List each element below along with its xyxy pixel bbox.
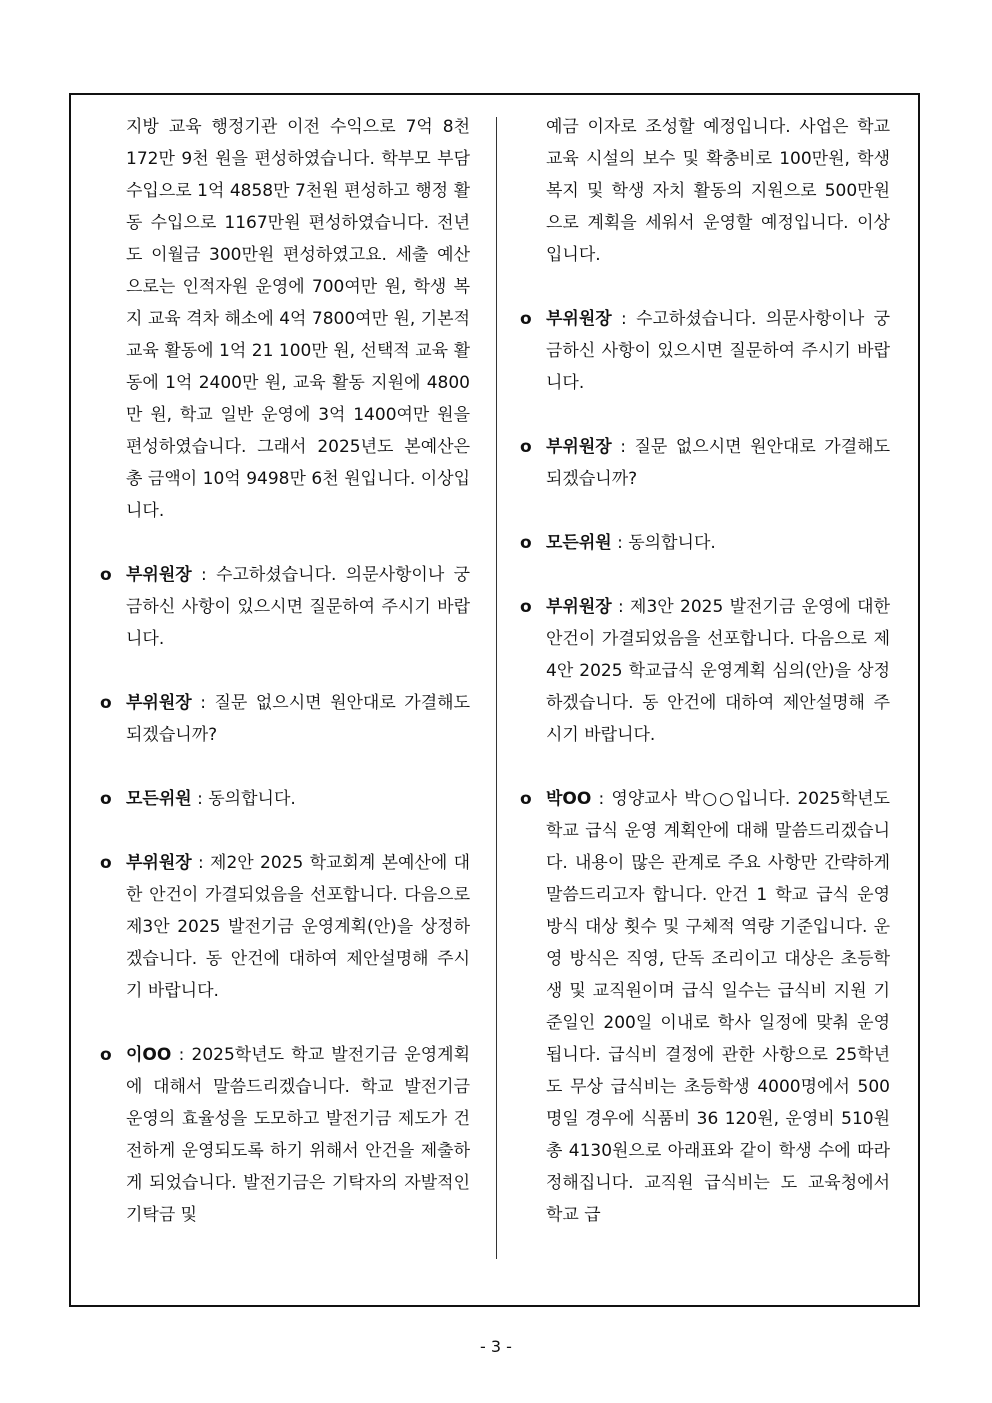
minutes-item: o 이OO : 2025학년도 학교 발전기금 운영계획에 대해서 말씀드리겠습니다. 학교 발전기금 운영의 효율성을 도모하고 발전기금 제도가 건전하게 운영되도록 하기 위해서 안건을 제출하게 되었습니다. 발전기금은 기탁자의 자발적인 기탁금 및 bbox=[100, 1039, 470, 1231]
column-divider bbox=[496, 117, 497, 1259]
speaker-name: 부위원장 bbox=[126, 693, 192, 713]
minutes-item: o 모든위원 : 동의합니다. bbox=[520, 527, 890, 559]
statement-text: 동의합니다. bbox=[628, 533, 716, 553]
speaker-name: 부위원장 bbox=[126, 853, 192, 873]
bullet-marker: o bbox=[520, 533, 532, 553]
page-number: - 3 - bbox=[480, 1337, 512, 1356]
minutes-item: o 부위원장 : 질문 없으시면 원안대로 가결해도 되겠습니까? bbox=[520, 431, 890, 495]
speaker-name: 부위원장 bbox=[546, 309, 612, 329]
speaker-name: 모든위원 bbox=[126, 789, 192, 809]
speaker-name: 이OO bbox=[126, 1045, 172, 1065]
bullet-marker: o bbox=[100, 789, 112, 809]
speaker-name: 부위원장 bbox=[546, 437, 612, 457]
statement-text: 동의합니다. bbox=[208, 789, 296, 809]
statement-text: 제2안 2025 학교회계 본예산에 대한 안건이 가결되었음을 선포합니다. 다음으로 제3안 2025 발전기금 운영계획(안)을 상정하겠습니다. 동 안건에 대하여 제안설명해 주시기 바랍니다. bbox=[126, 853, 470, 1001]
minutes-item: o 부위원장 : 제3안 2025 발전기금 운영에 대한 안건이 가결되었음을 선포합니다. 다음으로 제4안 2025 학교급식 운영계획 심의(안)을 상정하겠습니다. 동 안건에 대하여 제안설명해 주시기 바랍니다. bbox=[520, 591, 890, 751]
bullet-marker: o bbox=[520, 789, 532, 809]
statement-text: 2025학년도 학교 발전기금 운영계획에 대해서 말씀드리겠습니다. 학교 발전기금 운영의 효율성을 도모하고 발전기금 제도가 건전하게 운영되도록 하기 위해서 안건을 제출하게 되었습니다. 발전기금은 기탁자의 자발적인 기탁금 및 bbox=[126, 1045, 470, 1225]
right-column bbox=[520, 111, 890, 1231]
speaker-name: 모든위원 bbox=[546, 533, 612, 553]
minutes-item: o 부위원장 : 수고하셨습니다. 의문사항이나 궁금하신 사항이 있으시면 질문하여 주시기 바랍니다. bbox=[100, 559, 470, 655]
statement-text: 질문 없으시면 원안대로 가결해도 되겠습니까? bbox=[126, 693, 470, 745]
statement-text: 영양교사 박○○입니다. 2025학년도 학교 급식 운영 계획안에 대해 말씀드리겠습니다. 내용이 많은 관계로 주요 사항만 간략하게 말씀드리고자 합니다. 안건 1 학교 급식 운영 방식 대상 횟수 및 구체적 역량 기준입니다. 운영 방식은 직영, 단독 조리이고 대상은 초등학생 및 교직원이며 급식 일수는 급식비 지원 기준일인 200일 이내로 학사 일정에 맞춰 운영됩니다. 급식비 결정에 관한 사항으로 25학년도 무상 급식비는 초등학생 4000명에서 500명일 경우에 식품비 36 120원, 운영비 510원 총 4130원으로 아래표와 같이 학생 수에 따라 정해집니다. 교직원 급식비는 도 교육청에서 학교 급 bbox=[546, 789, 890, 1225]
statement-text: 질문 없으시면 원안대로 가결해도 되겠습니까? bbox=[546, 437, 890, 489]
statement-text: 제3안 2025 발전기금 운영에 대한 안건이 가결되었음을 선포합니다. 다음으로 제4안 2025 학교급식 운영계획 심의(안)을 상정하겠습니다. 동 안건에 대하여 제안설명해 주시기 바랍니다. bbox=[546, 597, 890, 745]
speaker-name: 부위원장 bbox=[126, 565, 192, 585]
bullet-marker: o bbox=[520, 597, 532, 617]
continuation-text: 예금 이자로 조성할 예정입니다. 사업은 학교 교육 시설의 보수 및 확충비로 100만원, 학생 복지 및 학생 자치 활동의 지원으로 500만원으로 계획을 세워서 운영할 예정입니다. 이상입니다. bbox=[546, 117, 890, 265]
bullet-marker: o bbox=[100, 693, 112, 713]
minutes-item: o 부위원장 : 질문 없으시면 원안대로 가결해도 되겠습니까? bbox=[100, 687, 470, 751]
bullet-marker: o bbox=[100, 565, 112, 585]
bullet-marker: o bbox=[100, 1045, 112, 1065]
minutes-item: o 부위원장 : 수고하셨습니다. 의문사항이나 궁금하신 사항이 있으시면 질문하여 주시기 바랍니다. bbox=[520, 303, 890, 399]
bullet-marker: o bbox=[520, 437, 532, 457]
bullet-marker: o bbox=[520, 309, 532, 329]
speaker-name: 박OO bbox=[546, 789, 592, 809]
continuation-text: 지방 교육 행정기관 이전 수익으로 7억 8천 172만 9천 원을 편성하였습니다. 학부모 부담 수입으로 1억 4858만 7천원 편성하고 행정 활동 수입으로 1167만원 편성하였습니다. 전년도 이월금 300만원 편성하였고요. 세출 예산으로는 인적자원 운영에 700여만 원, 학생 복지 교육 격차 해소에 4억 7800여만 원, 기본적 교육 활동에 1억 21 100만 원, 선택적 교육 활동에 1억 2400만 원, 교육 활동 지원에 4800만 원, 학교 일반 운영에 3억 1400여만 원을 편성하였습니다. 그래서 2025년도 본예산은 총 금액이 10억 9498만 6천 원입니다. 이상입니다. bbox=[126, 117, 470, 521]
minutes-item: o 부위원장 : 제2안 2025 학교회계 본예산에 대한 안건이 가결되었음을 선포합니다. 다음으로 제3안 2025 발전기금 운영계획(안)을 상정하겠습니다. 동 안건에 대하여 제안설명해 주시기 바랍니다. bbox=[100, 847, 470, 1007]
left-column bbox=[100, 111, 470, 1231]
statement-text: 수고하셨습니다. 의문사항이나 궁금하신 사항이 있으시면 질문하여 주시기 바랍니다. bbox=[126, 565, 470, 649]
minutes-item: o 박OO : 영양교사 박○○입니다. 2025학년도 학교 급식 운영 계획안에 대해 말씀드리겠습니다. 내용이 많은 관계로 주요 사항만 간략하게 말씀드리고자 합니다. 안건 1 학교 급식 운영 방식 대상 횟수 및 구체적 역량 기준입니다. 운영 방식은 직영, 단독 조리이고 대상은 초등학생 및 교직원이며 급식 일수는 급식비 지원 기준일인 200일 이내로 학사 일정에 맞춰 운영됩니다. 급식비 결정에 관한 사항으로 25학년도 무상 급식비는 초등학생 4000명에서 500명일 경우에 식품비 36 120원, 운영비 510원 총 4130원으로 아래표와 같이 학생 수에 따라 정해집니다. 교직원 급식비는 도 교육청에서 학교 급 bbox=[520, 783, 890, 1231]
minutes-item: o 모든위원 : 동의합니다. bbox=[100, 783, 470, 815]
speaker-name: 부위원장 bbox=[546, 597, 612, 617]
bullet-marker: o bbox=[100, 853, 112, 873]
statement-text: 수고하셨습니다. 의문사항이나 궁금하신 사항이 있으시면 질문하여 주시기 바랍니다. bbox=[546, 309, 890, 393]
